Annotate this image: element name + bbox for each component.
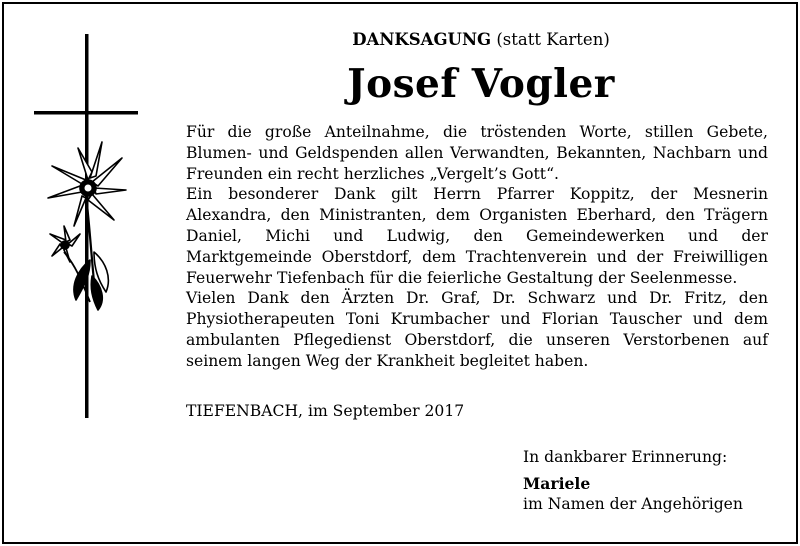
cross-icon <box>30 30 142 430</box>
mourning-symbol <box>30 30 142 430</box>
heading-note: (statt Karten) <box>496 30 610 49</box>
deceased-name: Josef Vogler <box>347 61 615 107</box>
body-paragraph: Ein besonderer Dank gilt Herrn Pfarrer Koppitz, der Mesnerin Alexandra, den Ministranten, dem Organisten Eberhard, den Trägern Daniel, Michi und Ludwig, den Gemeindewerken und der Marktgemeinde Oberstdorf, dem Trachtenverein und der Freiwilligen Feuerwehr Tiefenbach für die feierliche Gestaltung der Seelenmesse. <box>186 185 768 287</box>
signature-block <box>523 447 773 515</box>
closing-label: In dankbarer Erinnerung: <box>523 448 728 466</box>
cross-vertical-bar <box>85 34 89 418</box>
notice-body <box>186 122 768 372</box>
place-date: TIEFENBACH, im September 2017 <box>186 402 465 420</box>
signer-name: Mariele <box>523 474 591 493</box>
heading-title: DANKSAGUNG <box>352 30 492 49</box>
body-paragraph: Vielen Dank den Ärzten Dr. Graf, Dr. Schwarz und Dr. Fritz, den Physiotherapeuten Toni Krumbacher und Florian Tauscher und dem ambulanten Pflegedienst Oberstdorf, die unseren Verstorbenen auf seinem langen Weg der Krankheit begleitet haben. <box>186 289 768 370</box>
notice-heading <box>186 30 776 49</box>
cross-horizontal-bar <box>34 111 138 115</box>
body-paragraph: Für die große Anteilnahme, die tröstenden Worte, stillen Gebete, Blumen- und Geldspenden allen Verwandten, Bekannten, Nachbarn und Freunden ein recht herzliches „Vergelt’s Gott“. <box>186 123 768 183</box>
signer-relation: im Namen der Angehörigen <box>523 495 743 513</box>
